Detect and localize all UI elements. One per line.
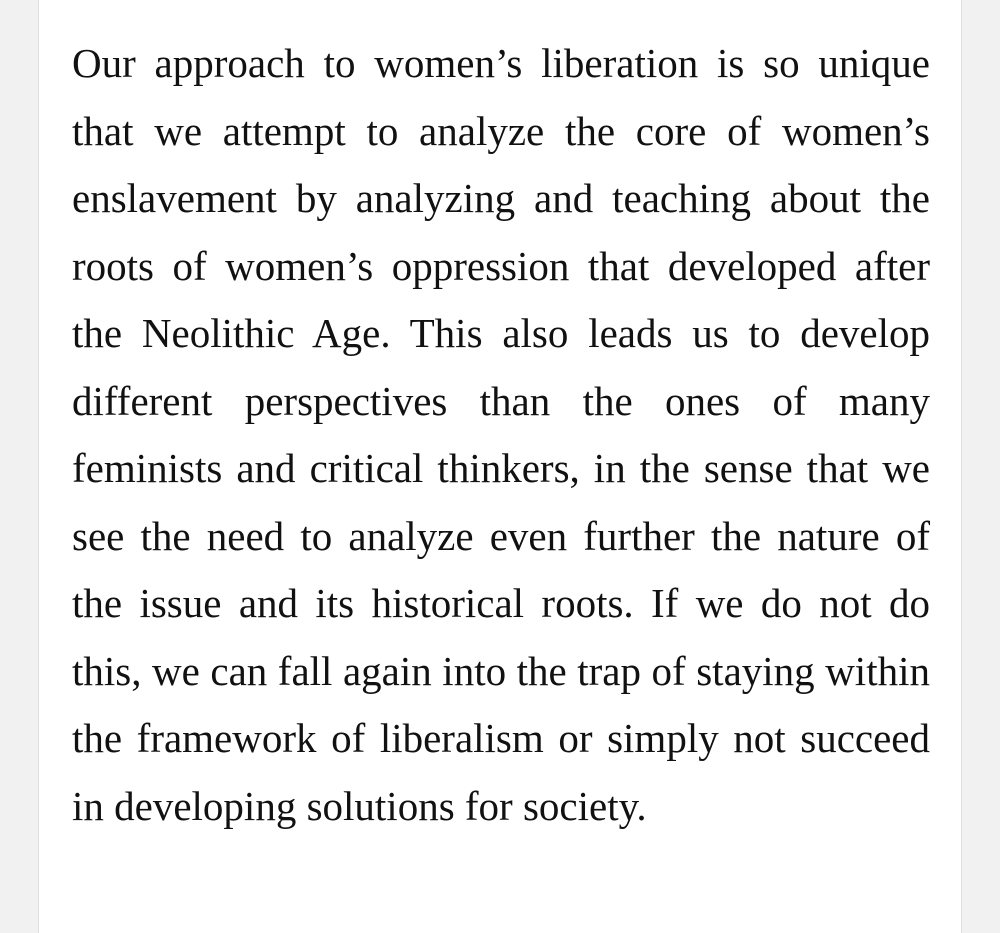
document-page <box>38 0 962 933</box>
body-paragraph: Our approach to women’s liberation is so unique that we attempt to analyze the core of women’s enslavement by analyzing and teaching about the roots of women’s oppression that developed after the Neolithic Age. This also leads us to develop different perspectives than the ones of many feminists and critical thinkers, in the sense that we see the need to analyze even further the nature of the issue and its historical roots. If we do not do this, we can fall again into the trap of staying within the framework of liberalism or simply not succeed in developing solutions for society. <box>72 40 930 829</box>
